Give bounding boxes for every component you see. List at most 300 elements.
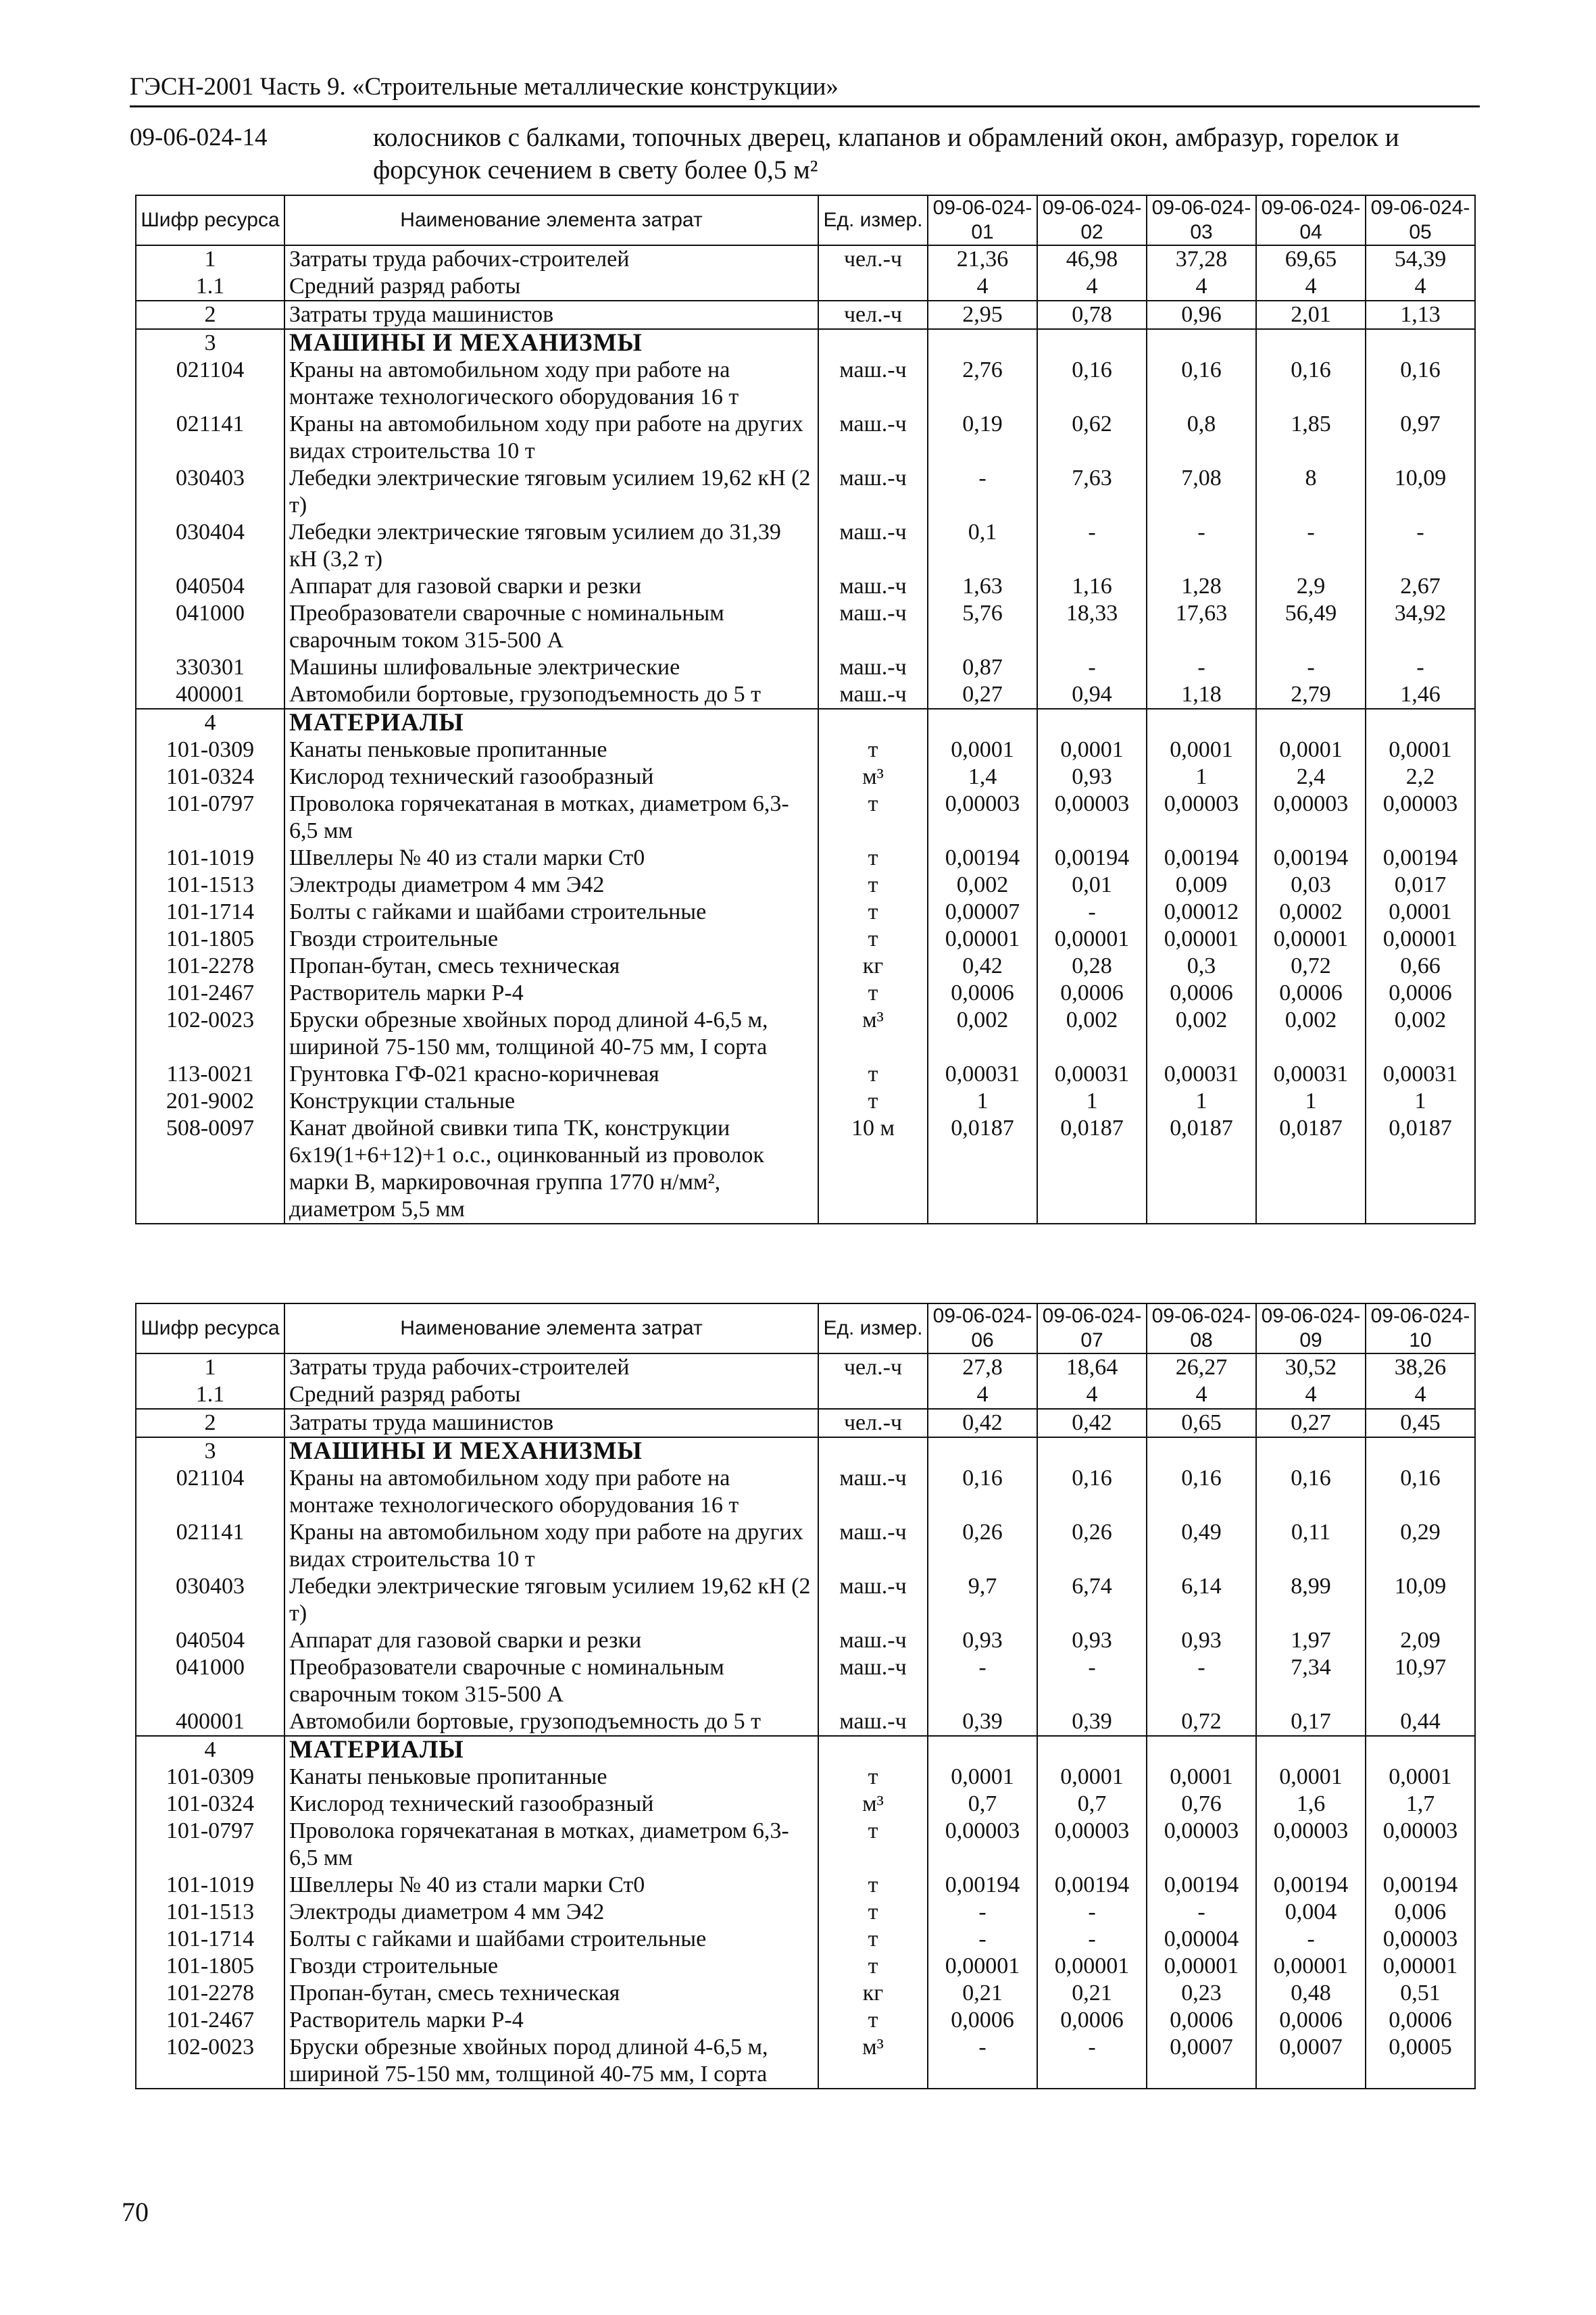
value-cell: 0,0001 (1037, 737, 1147, 764)
resource-name: Краны на автомобильном ходу при работе на монтаже технологического оборудования 16 т (284, 1465, 818, 1519)
table-row (136, 899, 1475, 926)
resource-name: Пропан-бутан, смесь техническая (284, 1980, 818, 2007)
value-cell: 7,63 (1037, 465, 1147, 519)
unit-cell: т (818, 1818, 928, 1872)
value-cell: 0,96 (1147, 301, 1256, 329)
resource-code: 101-1805 (136, 926, 284, 953)
header-code: Шифр ресурса (136, 195, 284, 245)
value-cell: 0,002 (1366, 1007, 1475, 1061)
value-cell: 5,76 (928, 600, 1037, 654)
value-cell (1366, 329, 1475, 357)
resource-name: Бруски обрезные хвойных пород длиной 4-6,5 м, шириной 75-150 мм, толщиной 40-75 мм, I сорта (284, 2034, 818, 2089)
value-cell: 7,08 (1147, 465, 1256, 519)
value-cell: - (1256, 519, 1366, 573)
table-row (136, 737, 1475, 764)
value-cell (1366, 1437, 1475, 1465)
value-cell: - (1256, 654, 1366, 681)
value-cell: 4 (928, 273, 1037, 301)
header-name: Наименование элемента затрат (284, 1303, 818, 1353)
resource-code: 1.1 (136, 273, 284, 301)
unit-cell (818, 709, 928, 737)
resource-name: Бруски обрезные хвойных пород длиной 4-6,5 м, шириной 75-150 мм, толщиной 40-75 мм, I сорта (284, 1007, 818, 1061)
resource-name: Канат двойной свивки типа ТК, конструкции 6х19(1+6+12)+1 о.с., оцинкованный из проволок марки В, маркировочная группа 1770 н/мм², диаметром 5,5 мм (284, 1115, 818, 1224)
value-cell: 1,85 (1256, 411, 1366, 465)
value-cell: 1,46 (1366, 681, 1475, 709)
value-cell: 0,21 (1037, 1980, 1147, 2007)
value-cell (1147, 1437, 1256, 1465)
value-cell (1037, 329, 1147, 357)
header-col: 09-06-024-10 (1366, 1303, 1475, 1353)
resource-name: Растворитель марки Р-4 (284, 2007, 818, 2034)
unit-cell: т (818, 737, 928, 764)
table-row (136, 1980, 1475, 2007)
value-cell: - (928, 2034, 1037, 2089)
value-cell: 0,16 (1037, 357, 1147, 411)
section-heading: МАШИНЫ И МЕХАНИЗМЫ (284, 1437, 818, 1465)
value-cell: - (928, 1899, 1037, 1926)
resource-code: 1.1 (136, 1381, 284, 1409)
value-cell: 4 (1256, 1381, 1366, 1409)
value-cell: - (1147, 519, 1256, 573)
value-cell: 0,93 (928, 1627, 1037, 1654)
resource-name: Лебедки электрические тяговым усилием 19,62 кН (2 т) (284, 465, 818, 519)
value-cell: - (1037, 1899, 1147, 1926)
unit-cell: т (818, 1872, 928, 1899)
section-heading: МАТЕРИАЛЫ (284, 709, 818, 737)
value-cell: 0,42 (1037, 1409, 1147, 1437)
value-cell: 0,93 (1147, 1627, 1256, 1654)
value-cell: 18,33 (1037, 600, 1147, 654)
resource-code: 1 (136, 245, 284, 273)
unit-cell: маш.-ч (818, 465, 928, 519)
table-row (136, 1088, 1475, 1115)
resource-name: Краны на автомобильном ходу при работе на других видах строительства 10 т (284, 1519, 818, 1573)
value-cell: 0,0187 (1256, 1115, 1366, 1224)
value-cell: 1 (1147, 764, 1256, 791)
value-cell: 0,0006 (1147, 980, 1256, 1007)
resource-code: 101-0324 (136, 764, 284, 791)
table-row (136, 953, 1475, 980)
value-cell: 0,00001 (928, 1953, 1037, 1980)
table-row (136, 245, 1475, 273)
resource-code: 330301 (136, 654, 284, 681)
value-cell: 0,16 (1147, 1465, 1256, 1519)
value-cell: 0,0001 (928, 1764, 1037, 1791)
table-code: 09-06-024-14 (130, 124, 268, 151)
value-cell: 0,00004 (1147, 1926, 1256, 1953)
value-cell: - (1147, 654, 1256, 681)
value-cell: 1,18 (1147, 681, 1256, 709)
unit-cell (818, 1381, 928, 1409)
resource-name: Аппарат для газовой сварки и резки (284, 1627, 818, 1654)
header-unit: Ед. измер. (818, 195, 928, 245)
unit-cell (818, 1736, 928, 1764)
header-col: 09-06-024-02 (1037, 195, 1147, 245)
value-cell (1256, 709, 1366, 737)
value-cell: 0,0187 (1366, 1115, 1475, 1224)
table-title: колосников с балками, топочных дверец, клапанов и обрамлений окон, амбразур, горелок и форсунок сечением в свету более 0,5 м² (373, 123, 1399, 184)
value-cell: 0,94 (1037, 681, 1147, 709)
resource-name: Гвозди строительные (284, 926, 818, 953)
table-row (136, 1465, 1475, 1519)
value-cell: 1,6 (1256, 1791, 1366, 1818)
value-cell: 0,00003 (1037, 1818, 1147, 1872)
table-row (136, 791, 1475, 845)
value-cell: 0,16 (1037, 1465, 1147, 1519)
value-cell: 0,26 (928, 1519, 1037, 1573)
page-header: ГЭСН-2001 Часть 9. «Строительные металлические конструкции» (130, 70, 1480, 107)
value-cell: 0,00003 (1037, 791, 1147, 845)
table-row (136, 1409, 1475, 1437)
value-cell: 1,28 (1147, 573, 1256, 600)
resource-name: Затраты труда рабочих-строителей (284, 245, 818, 273)
table-row (136, 1654, 1475, 1708)
value-cell: 0,51 (1366, 1980, 1475, 2007)
value-cell: 0,65 (1147, 1409, 1256, 1437)
value-cell (1366, 1736, 1475, 1764)
table-row (136, 2034, 1475, 2089)
unit-cell: чел.-ч (818, 245, 928, 273)
value-cell: - (928, 1926, 1037, 1953)
resource-name: Швеллеры № 40 из стали марки Ст0 (284, 1872, 818, 1899)
resource-name: Болты с гайками и шайбами строительные (284, 1926, 818, 1953)
value-cell: 0,93 (1037, 764, 1147, 791)
table-row (136, 1573, 1475, 1627)
resource-code: 101-1714 (136, 1926, 284, 1953)
unit-cell: т (818, 1953, 928, 1980)
unit-cell: т (818, 1088, 928, 1115)
resource-code: 113-0021 (136, 1061, 284, 1088)
unit-cell: 10 м (818, 1115, 928, 1224)
resource-code: 508-0097 (136, 1115, 284, 1224)
value-cell: 0,1 (928, 519, 1037, 573)
table-row (136, 1926, 1475, 1953)
unit-cell: т (818, 1899, 928, 1926)
value-cell: 1 (1147, 1088, 1256, 1115)
value-cell: 37,28 (1147, 245, 1256, 273)
value-cell: - (1037, 1654, 1147, 1708)
header-col: 09-06-024-04 (1256, 195, 1366, 245)
value-cell: - (1147, 1899, 1256, 1926)
value-cell: - (928, 465, 1037, 519)
resource-name: Гвозди строительные (284, 1953, 818, 1980)
value-cell: 9,7 (928, 1573, 1037, 1627)
table-row (136, 519, 1475, 573)
value-cell: 0,7 (928, 1791, 1037, 1818)
resource-name: Грунтовка ГФ-021 красно-коричневая (284, 1061, 818, 1088)
unit-cell: м³ (818, 1007, 928, 1061)
value-cell: 0,28 (1037, 953, 1147, 980)
value-cell: 0,0006 (1366, 2007, 1475, 2034)
value-cell: 69,65 (1256, 245, 1366, 273)
value-cell: 0,0001 (1366, 737, 1475, 764)
table-row (136, 980, 1475, 1007)
value-cell: 0,16 (928, 1465, 1037, 1519)
table-header-row (136, 195, 1475, 245)
resource-code: 101-0797 (136, 1818, 284, 1872)
value-cell (1256, 329, 1366, 357)
value-cell: 0,00001 (1366, 1953, 1475, 1980)
value-cell: 0,0187 (1037, 1115, 1147, 1224)
value-cell: 0,00001 (1037, 1953, 1147, 1980)
resource-code: 101-0324 (136, 1791, 284, 1818)
value-cell: 0,0187 (1147, 1115, 1256, 1224)
unit-cell: кг (818, 953, 928, 980)
value-cell: 0,0006 (1037, 980, 1147, 1007)
value-cell: 0,7 (1037, 1791, 1147, 1818)
value-cell: 2,67 (1366, 573, 1475, 600)
resource-code: 040504 (136, 573, 284, 600)
resource-name: Канаты пеньковые пропитанные (284, 1764, 818, 1791)
table-row (136, 1627, 1475, 1654)
unit-cell: маш.-ч (818, 1654, 928, 1708)
resource-code: 101-2467 (136, 2007, 284, 2034)
value-cell: 0,00194 (1037, 845, 1147, 872)
table-row (136, 1708, 1475, 1736)
value-cell: 34,92 (1366, 600, 1475, 654)
value-cell (1037, 709, 1147, 737)
value-cell (928, 1437, 1037, 1465)
value-cell: 0,01 (1037, 872, 1147, 899)
table-header-row (136, 1303, 1475, 1353)
value-cell: 0,002 (928, 1007, 1037, 1061)
value-cell: 18,64 (1037, 1353, 1147, 1381)
value-cell: 0,00001 (1037, 926, 1147, 953)
value-cell: 0,00003 (1366, 791, 1475, 845)
resource-code: 400001 (136, 1708, 284, 1736)
resource-code: 2 (136, 1409, 284, 1437)
value-cell: 0,00194 (1366, 1872, 1475, 1899)
resource-code: 021104 (136, 357, 284, 411)
resource-code: 041000 (136, 600, 284, 654)
value-cell: 0,0001 (1256, 1764, 1366, 1791)
value-cell: 0,97 (1366, 411, 1475, 465)
value-cell: 0,0006 (1037, 2007, 1147, 2034)
table-row (136, 2007, 1475, 2034)
value-cell: 0,21 (928, 1980, 1037, 2007)
resource-code: 101-2278 (136, 1980, 284, 2007)
value-cell: 1 (1366, 1088, 1475, 1115)
resource-code: 3 (136, 329, 284, 357)
value-cell: 0,00031 (928, 1061, 1037, 1088)
value-cell: 0,16 (1256, 357, 1366, 411)
resource-name: Швеллеры № 40 из стали марки Ст0 (284, 845, 818, 872)
value-cell: 0,00003 (1366, 1926, 1475, 1953)
resource-table-1 (135, 195, 1476, 1224)
value-cell (1037, 1437, 1147, 1465)
unit-cell: чел.-ч (818, 301, 928, 329)
resource-name: Автомобили бортовые, грузоподъемность до 5 т (284, 1708, 818, 1736)
value-cell: 1,13 (1366, 301, 1475, 329)
value-cell: - (1037, 654, 1147, 681)
value-cell: 0,49 (1147, 1519, 1256, 1573)
resource-code: 101-1019 (136, 1872, 284, 1899)
unit-cell: маш.-ч (818, 573, 928, 600)
value-cell: 0,42 (928, 953, 1037, 980)
header-unit: Ед. измер. (818, 1303, 928, 1353)
value-cell: 0,00001 (1147, 1953, 1256, 1980)
value-cell: 0,0001 (1147, 737, 1256, 764)
unit-cell: т (818, 845, 928, 872)
table-row (136, 1381, 1475, 1409)
value-cell: 0,66 (1366, 953, 1475, 980)
header-col: 09-06-024-01 (928, 195, 1037, 245)
resource-name: Электроды диаметром 4 мм Э42 (284, 1899, 818, 1926)
table-row (136, 654, 1475, 681)
resource-name: Преобразователи сварочные с номинальным сварочным током 315-500 А (284, 1654, 818, 1708)
value-cell: 0,002 (1037, 1007, 1147, 1061)
value-cell: 0,00194 (928, 1872, 1037, 1899)
value-cell: 0,26 (1037, 1519, 1147, 1573)
table-row (136, 1764, 1475, 1791)
table-row (136, 926, 1475, 953)
value-cell (1037, 1736, 1147, 1764)
value-cell: 0,8 (1147, 411, 1256, 465)
table-row (136, 411, 1475, 465)
resource-code: 101-0309 (136, 737, 284, 764)
resource-code: 101-1513 (136, 1899, 284, 1926)
resource-code: 4 (136, 1736, 284, 1764)
value-cell (1147, 1736, 1256, 1764)
value-cell: 46,98 (1037, 245, 1147, 273)
table-row (136, 1736, 1475, 1764)
unit-cell: маш.-ч (818, 1465, 928, 1519)
resource-name: Проволока горячекатаная в мотках, диаметром 6,3-6,5 мм (284, 791, 818, 845)
table-row (136, 1115, 1475, 1224)
value-cell: 1,97 (1256, 1627, 1366, 1654)
table-row (136, 600, 1475, 654)
value-cell: 1,7 (1366, 1791, 1475, 1818)
resource-name: Краны на автомобильном ходу при работе на монтаже технологического оборудования 16 т (284, 357, 818, 411)
value-cell: 1 (928, 1088, 1037, 1115)
value-cell: 0,0001 (1147, 1764, 1256, 1791)
resource-code: 030403 (136, 1573, 284, 1627)
value-cell: - (1037, 1926, 1147, 1953)
unit-cell: маш.-ч (818, 1708, 928, 1736)
table-row (136, 465, 1475, 519)
value-cell: 10,97 (1366, 1654, 1475, 1708)
unit-cell: кг (818, 1980, 928, 2007)
value-cell: 1 (1256, 1088, 1366, 1115)
value-cell: 4 (1366, 273, 1475, 301)
value-cell: 2,76 (928, 357, 1037, 411)
resource-code: 1 (136, 1353, 284, 1381)
unit-cell: м³ (818, 764, 928, 791)
value-cell: 0,00012 (1147, 899, 1256, 926)
value-cell: 0,00001 (1147, 926, 1256, 953)
resource-code: 102-0023 (136, 2034, 284, 2089)
table-row (136, 1953, 1475, 1980)
value-cell: 0,00194 (1366, 845, 1475, 872)
unit-cell: маш.-ч (818, 1627, 928, 1654)
value-cell: 1,16 (1037, 573, 1147, 600)
resource-name: Автомобили бортовые, грузоподъемность до 5 т (284, 681, 818, 709)
unit-cell: т (818, 2007, 928, 2034)
table-row (136, 1007, 1475, 1061)
value-cell: 0,03 (1256, 872, 1366, 899)
resource-code: 4 (136, 709, 284, 737)
value-cell: - (1366, 654, 1475, 681)
table-row (136, 681, 1475, 709)
value-cell: 0,0007 (1147, 2034, 1256, 2089)
table-row (136, 845, 1475, 872)
unit-cell: т (818, 1764, 928, 1791)
value-cell: 0,002 (1256, 1007, 1366, 1061)
value-cell: 0,93 (1037, 1627, 1147, 1654)
unit-cell: чел.-ч (818, 1409, 928, 1437)
unit-cell: м³ (818, 2034, 928, 2089)
resource-name: Растворитель марки Р-4 (284, 980, 818, 1007)
value-cell: 0,00003 (1256, 791, 1366, 845)
value-cell: 0,00003 (928, 791, 1037, 845)
value-cell: 0,23 (1147, 1980, 1256, 2007)
unit-cell: т (818, 926, 928, 953)
value-cell: 0,00001 (1256, 926, 1366, 953)
table-body (136, 1353, 1475, 2089)
table-row (136, 709, 1475, 737)
unit-cell: маш.-ч (818, 1519, 928, 1573)
value-cell (1256, 1736, 1366, 1764)
resource-code: 041000 (136, 1654, 284, 1708)
value-cell: 0,00031 (1147, 1061, 1256, 1088)
table-row (136, 1519, 1475, 1573)
value-cell: 0,0001 (928, 737, 1037, 764)
value-cell: - (1147, 1654, 1256, 1708)
table-row (136, 1872, 1475, 1899)
resource-code: 400001 (136, 681, 284, 709)
table-row (136, 1899, 1475, 1926)
value-cell: 6,14 (1147, 1573, 1256, 1627)
value-cell: 0,0006 (1256, 980, 1366, 1007)
value-cell: 0,002 (1147, 1007, 1256, 1061)
value-cell: 54,39 (1366, 245, 1475, 273)
resource-table-2 (135, 1303, 1476, 2089)
header-col: 09-06-024-03 (1147, 195, 1256, 245)
value-cell: 0,29 (1366, 1519, 1475, 1573)
resource-name: Затраты труда рабочих-строителей (284, 1353, 818, 1381)
unit-cell: маш.-ч (818, 1573, 928, 1627)
value-cell: 4 (1037, 273, 1147, 301)
resource-name: Кислород технический газообразный (284, 1791, 818, 1818)
resource-name: Болты с гайками и шайбами строительные (284, 899, 818, 926)
value-cell: 0,00031 (1366, 1061, 1475, 1088)
value-cell: 0,004 (1256, 1899, 1366, 1926)
value-cell: 0,16 (1366, 357, 1475, 411)
value-cell: 8,99 (1256, 1573, 1366, 1627)
value-cell (1366, 709, 1475, 737)
resource-code: 3 (136, 1437, 284, 1465)
value-cell: 2,01 (1256, 301, 1366, 329)
resource-name: Лебедки электрические тяговым усилием 19,62 кН (2 т) (284, 1573, 818, 1627)
value-cell: 0,19 (928, 411, 1037, 465)
value-cell: 1,63 (928, 573, 1037, 600)
unit-cell: маш.-ч (818, 654, 928, 681)
resource-code: 021104 (136, 1465, 284, 1519)
value-cell: 38,26 (1366, 1353, 1475, 1381)
value-cell: 0,00001 (1366, 926, 1475, 953)
unit-cell (818, 329, 928, 357)
resource-name: Проволока горячекатаная в мотках, диаметром 6,3-6,5 мм (284, 1818, 818, 1872)
section-heading: МАШИНЫ И МЕХАНИЗМЫ (284, 329, 818, 357)
value-cell: 0,45 (1366, 1409, 1475, 1437)
header-code: Шифр ресурса (136, 1303, 284, 1353)
value-cell: 0,00194 (928, 845, 1037, 872)
resource-code: 021141 (136, 1519, 284, 1573)
value-cell: 10,09 (1366, 465, 1475, 519)
resource-name: Средний разряд работы (284, 273, 818, 301)
unit-cell (818, 273, 928, 301)
resource-code: 101-2467 (136, 980, 284, 1007)
